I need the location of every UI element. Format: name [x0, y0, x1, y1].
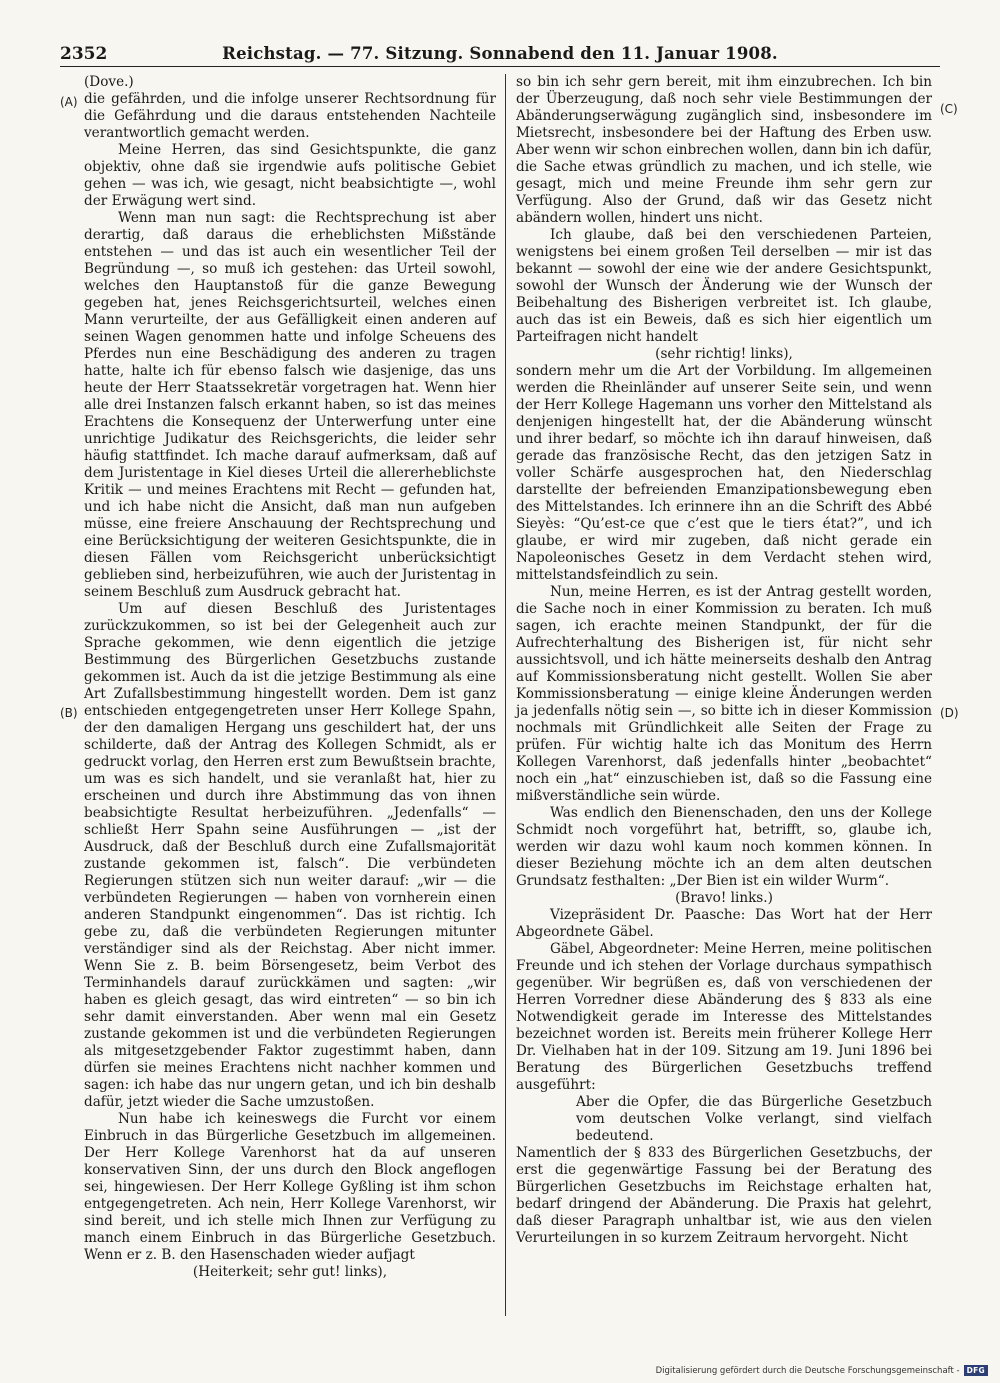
paragraph: Was endlich den Bienenschaden, den uns der Kollege Schmidt noch vorgeführt hat, betrifft, so, glaube ich, werden wir dazu wohl kaum noch kommen können. In dieser Beziehung möchte ich an dem alten deutschen Grundsatz festhalten: „Der Bien ist ein wilder Wurm“. — [516, 805, 932, 889]
paragraph: Vizepräsident Dr. Paasche: Das Wort hat der Herr Abgeordnete Gäbel. — [516, 907, 932, 940]
column-divider — [505, 74, 506, 1316]
margin-marker-d: (D) — [940, 706, 959, 720]
paragraph: Meine Herren, das sind Gesichtspunkte, die ganz objektiv, ohne daß sie irgendwie aufs politische Gebiet gehen — was ich, wie gesagt, nicht beabsichtigte —, wohl der Erwägung wert sind. — [84, 142, 496, 209]
paragraph: so bin ich sehr gern bereit, mit ihm einzubrechen. Ich bin der Überzeugung, daß noch sehr viele Bestimmungen der Abänderungserwägung zugänglich sind, insbesondere im Mietsrecht, insbesondere bei der Haftung des Erben usw. Aber wenn wir schon einbrechen wollen, dann bin ich dafür, die Sache etwas gründlich zu machen, und ich stelle, wie gesagt, mich und meine Freunde ihm sehr gern zur Verfügung. Also der Grund, daß wir das Gesetz nicht abändern wollen, hindert uns nicht. — [516, 74, 932, 226]
footer-credit: Digitalisierung gefördert durch die Deutsche Forschungsgemeinschaft - — [655, 1365, 960, 1376]
paragraph: die gefährden, und die infolge unserer Rechtsordnung für die Gefährdung und die daraus entstehenden Nachteile verantwortlich gemacht werden. — [84, 91, 496, 141]
margin-marker-c: (C) — [940, 102, 958, 116]
paragraph: Namentlich der § 833 des Bürgerlichen Gesetzbuchs, der erst die gegenwärtige Fassung bei der Beratung des Bürgerlichen Gesetzbuchs im Reichstage erhalten hat, bedarf dringend der Abänderung. Die Praxis hat gelehrt, daß dieser Paragraph unhaltbar ist, wie aus den vielen Verurteilungen in so kurzem Zeitraum hervorgeht. Nicht — [516, 1145, 932, 1246]
paragraph: sondern mehr um die Art der Vorbildung. Im allgemeinen werden die Rheinländer auf unserer Seite sein, und wenn der Herr Kollege Hagemann uns vorher den Mittelstand als denjenigen hingestellt hat, der die Abänderung wünscht und ihrer bedarf, so möchte ich ihn darauf hinweisen, daß gerade das französische Recht, das den jetzigen Satz in voller Schärfe ausgesprochen hat, den Niederschlag darstellte der befreienden Emanzipationsbewegung eben des Mittelstandes. Ich erinnere ihn an die Schrift des Abbé Sieyès: “Qu’est-ce que c’est que le tiers état?”, und ich glaube, er wird mir zugeben, daß nicht gerade ein Napoleonisches Gesetz in dem Verdacht stehen wird, mittelstandsfeindlich zu sein. — [516, 363, 932, 583]
margin-marker-b: (B) — [60, 706, 78, 720]
page-number: 2352 — [60, 44, 108, 64]
paragraph: Gäbel, Abgeordneter: Meine Herren, meine politischen Freunde und ich stehen der Vorlage durchaus sympathisch gegenüber. Wir begrüßen es, daß von verschiedenen der Herren Vorredner diese Abänderung des § 833 als eine Notwendigkeit gerade im Interesse des Mittelstandes bezeichnet worden ist. Bereits mein früherer Kollege Herr Dr. Vielhaben hat in der 109. Sitzung am 19. Juni 1896 bei Beratung des Bürgerlichen Gesetzbuchs treffend ausgeführt: — [516, 941, 932, 1093]
footer — [656, 1365, 988, 1376]
right-column — [516, 74, 932, 1247]
paragraph: Ich glaube, daß bei den verschiedenen Parteien, wenigstens bei einem großen Teil derselben — mir ist das bekannt — sowohl der eine wie der andere Gesichtspunkt, sowohl der Wunsch der Änderung wie der Wunsch der Beibehaltung des Bisherigen verbreitet ist. Ich glaube, auch das ist ein Beweis, daß es sich hier eigentlich um Parteifragen nicht handelt — [516, 227, 932, 345]
running-title: Reichstag. — 77. Sitzung. Sonnabend den 11. Januar 1908. — [222, 44, 778, 63]
paragraph: Nun, meine Herren, es ist der Antrag gestellt worden, die Sache noch in einer Kommission zu beraten. Ich muß sagen, ich erachte meinen Standpunkt, der für die Aufrechterhaltung des Bisherigen ist, für nicht sehr aussichtsvoll, und ich hätte meinerseits deshalb den Antrag auf Kommissionsberatung nicht gestellt. Wollen Sie aber Kommissionsberatung — einige kleine Änderungen werden ja jedenfalls nötig sein —, so bitte ich in dieser Kommission nochmals mit Gründlichkeit alle Seiten der Frage zu prüfen. Für wichtig halte ich das Monitum des Herrn Kollegen Varenhorst, daß jedenfalls hinter „beobachtet“ noch ein „hat“ einzuschieben ist, daß so die Fassung eine mißverständliche sein würde. — [516, 584, 932, 804]
left-column — [84, 74, 496, 1281]
paragraph: Aber die Opfer, die das Bürgerliche Gesetzbuch vom deutschen Volke verlangt, sind vielfach bedeutend. — [576, 1094, 932, 1144]
paragraph: Nun habe ich keineswegs die Furcht vor einem Einbruch in das Bürgerliche Gesetzbuch im allgemeinen. Der Herr Kollege Varenhorst hat da auf unseren konservativen Sinn, der uns durch den Block angeflogen sei, hingewiesen. Der Herr Kollege Gyßling ist ihm schon entgegengetreten. Ach nein, Herr Kollege Varenhorst, wir sind bereit, und ich stelle mich Ihnen zur Verfügung zu manch einem Einbruch in das Bürgerliche Gesetzbuch. Wenn er z. B. den Hasenschaden wieder aufjagt — [84, 1111, 496, 1263]
paragraph: (Bravo! links.) — [675, 890, 773, 906]
paragraph: (Heiterkeit; sehr gut! links), — [192, 1264, 388, 1280]
dfg-logo: DFG — [964, 1365, 988, 1376]
paragraph: (Dove.) — [84, 74, 134, 90]
paragraph: Wenn man nun sagt: die Rechtsprechung ist aber derartig, daß daraus die erheblichsten Mißstände entstehen — und das ist auch ein wesentlicher Teil der Begründung —, so muß ich gestehen: das Urteil sowohl, welches den Hauptanstoß für die ganze Bewegung gegeben hat, jenes Reichsgerichtsurteil, welches einen Mann verurteilte, der aus Gefälligkeit einen anderen auf seinen Wagen genommen hatte und infolge Scheuens des Pferdes nun eine Beschädigung des anderen zu tragen hatte, halte ich für ebenso falsch wie dasjenige, das uns heute der Herr Staatssekretär vorgetragen hat. Wenn hier alle drei Instanzen falsch erkannt haben, so ist das meines Erachtens die Konsequenz der Unterwerfung unter eine unrichtige Judikatur des Reichsgerichts, die leider sehr häufig stattfindet. Ich mache darauf aufmerksam, daß auf dem Juristentage in Kiel dieses Urteil die allererheblichste Kritik — und meines Erachtens mit Recht — gefunden hat, und ich habe nicht die Ansicht, daß man nun aufgeben müsse, eine freiere Anschauung der Rechtsprechung und eine Berücksichtigung der weiteren Gesichtspunkte, die in diesen Fällen vom Reichsgericht unberücksichtigt geblieben sind, herbeizuführen, wie auch der Juristentag in seinem Beschluß zum Ausdruck gebracht hat. — [84, 210, 496, 600]
paragraph: (sehr richtig! links), — [655, 346, 793, 362]
margin-marker-a: (A) — [60, 95, 78, 109]
paragraph: Um auf diesen Beschluß des Juristentages zurückzukommen, so ist bei der Gelegenheit auch zur Sprache gekommen, wie denn eigentlich die jetzige Bestimmung des Bürgerlichen Gesetzbuchs zustande gekommen ist. Auch da ist die jetzige Bestimmung als eine Art Zufallsbestimmung hingestellt worden. Dem ist ganz entschieden entgegengetreten unser Herr Kollege Spahn, der den damaligen Hergang uns geschildert hat, der uns schilderte, daß der Antrag des Kollegen Schmidt, als er gedruckt vorlag, den Herren erst zum Bewußtsein brachte, um was es sich handelt, und sie veranlaßt hat, hier zu erscheinen und durch ihre Abstimmung das von ihnen beabsichtigte Resultat herbeizuführen. „Jedenfalls“ — schließt Herr Spahn seine Ausführungen — „ist der Ausdruck, daß der Beschluß durch eine Zufallsmajorität zustande gekommen ist, falsch“. Die verbündeten Regierungen stützen sich nun weiter darauf: „wir — die verbündeten Regierungen — haben von vornherein einen anderen Standpunkt eingenommen“. Das ist richtig. Ich gebe zu, daß die verbündeten Regierungen mitunter verständiger sind als der Reichstag. Aber nicht immer. Wenn Sie z. B. beim Börsengesetz, beim Verbot des Terminhandels darauf zurückkämen und sagten: „wir haben es gleich gesagt, das wird eintreten“ — so bin ich sehr damit einverstanden. Aber wenn mal ein Gesetz zustande gekommen ist und die verbündeten Regierungen als mitgesetzgebender Faktor zugestimmt haben, dann dürfen sie meines Erachtens nicht nachher kommen und sagen: ich habe das nur ungern getan, und ich bin deshalb dafür, jetzt wieder die Sache umzustoßen. — [84, 601, 496, 1110]
page-header — [60, 44, 940, 67]
